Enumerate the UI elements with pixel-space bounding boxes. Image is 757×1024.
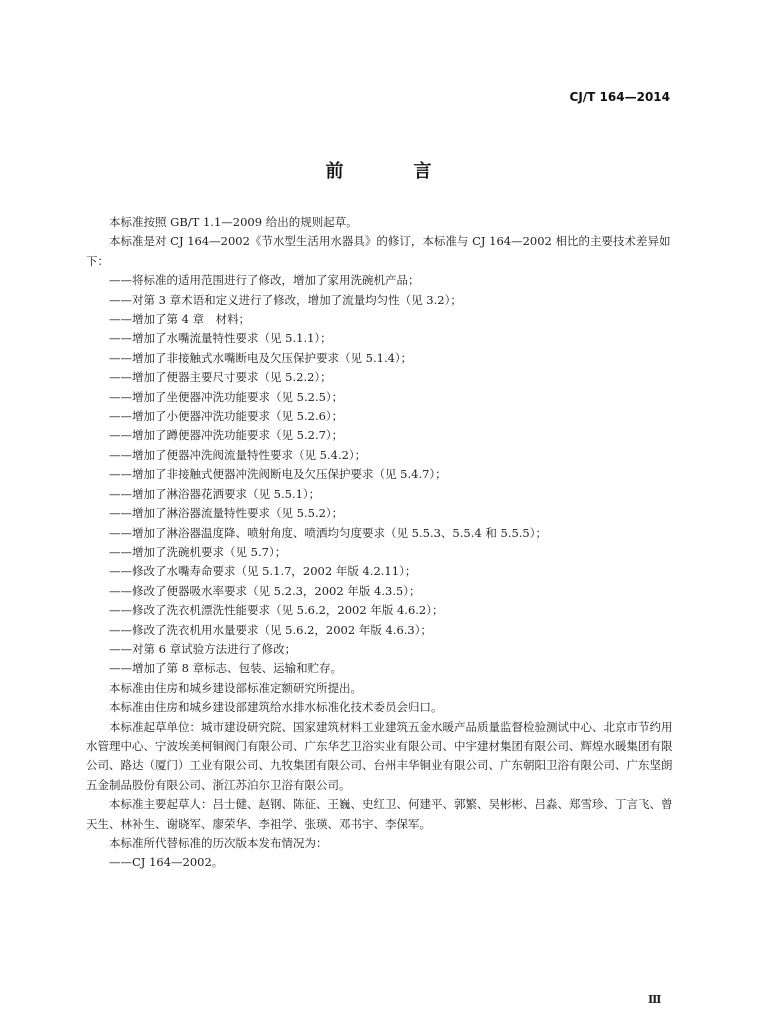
standard-code: CJ/T 164—2014 <box>569 90 670 104</box>
list-item: ——增加了淋浴器花洒要求（见 5.5.1）； <box>109 486 321 501</box>
list-item: ——将标准的适用范围进行了修改，增加了家用洗碗机产品； <box>109 273 420 288</box>
changes-list <box>86 271 674 679</box>
history-item: ——CJ 164—2002。 <box>109 855 224 870</box>
preface-body <box>86 213 674 873</box>
page-number: Ⅲ <box>648 993 662 1006</box>
paragraph: 本标准按照 GB/T 1.1—2009 给出的规则起草。 <box>109 215 358 229</box>
list-item: ——对第 3 章术语和定义进行了修改，增加了流量均匀性（见 3.2）； <box>109 292 462 307</box>
list-item: ——增加了非接触式便器冲洗阀断电及欠压保护要求（见 5.4.7）； <box>109 467 447 482</box>
list-item: ——增加了便器主要尺寸要求（见 5.2.2）； <box>109 370 332 385</box>
paragraph: 本标准由住房和城乡建设部标准定额研究所提出。 <box>109 680 362 695</box>
list-item: ——对第 6 章试验方法进行了修改； <box>109 641 297 656</box>
list-item: ——增加了便器冲洗阀流量特性要求（见 5.4.2）； <box>109 447 367 462</box>
list-item: ——增加了小便器冲洗功能要求（见 5.2.6）； <box>109 409 344 424</box>
paragraph: 本标准所代替标准的历次版本发布情况为： <box>109 836 328 850</box>
list-item: ——修改了洗衣机漂洗性能要求（见 5.6.2，2002 年版 4.6.2）； <box>109 603 444 618</box>
paragraph: 本标准是对 CJ 164—2002《节水型生活用水器具》的修订，本标准与 CJ 164—2002 相比的主要技术差异如下： <box>86 234 671 268</box>
list-item: ——增加了第 8 章标志、包装、运输和贮存。 <box>109 661 343 676</box>
paragraph: 本标准由住房和城乡建设部建筑给水排水标准化技术委员会归口。 <box>109 700 443 715</box>
list-item: ——增加了水嘴流量特性要求（见 5.1.1）； <box>109 331 332 346</box>
list-item: ——增加了坐便器冲洗功能要求（见 5.2.5）； <box>109 389 344 404</box>
list-item: ——增加了洗碗机要求（见 5.7）； <box>109 544 287 559</box>
page-title: 前 言 <box>325 161 458 182</box>
list-item: ——增加了淋浴器温度降、喷射角度、喷洒均匀度要求（见 5.5.3、5.5.4 和 5.5.5）； <box>109 525 547 540</box>
list-item: ——修改了水嘴寿命要求（见 5.1.7，2002 年版 4.2.11）； <box>109 564 417 579</box>
list-item: ——增加了非接触式水嘴断电及欠压保护要求（见 5.1.4）； <box>109 350 413 365</box>
drafting-units: 本标准起草单位：城市建设研究院、国家建筑材料工业建筑五金水暖产品质量监督检验测试中心、北京市节约用水管理中心、宁波埃美柯铜阀门有限公司、广东华艺卫浴实业有限公司、中宇建材集团有限公司、辉煌水暖集团有限公司、路达（厦门）工业有限公司、九牧集团有限公司、台州丰华铜业有限公司、广东朝阳卫浴有限公司、广东坚朗五金制品股份有限公司、浙江苏泊尔卫浴有限公司。 <box>86 719 673 792</box>
list-item: ——修改了洗衣机用水量要求（见 5.6.2，2002 年版 4.6.3）； <box>109 622 433 637</box>
main-drafters: 本标准主要起草人：吕士健、赵钢、陈征、王巍、史红卫、何建平、郭繁、吴彬彬、吕淼、郑雪珍、丁言飞、曾天生、林补生、谢晓军、廖荣华、李祖学、张瑛、邓书宇、李保军。 <box>86 797 673 831</box>
list-item: ——增加了蹲便器冲洗功能要求（见 5.2.7）； <box>109 428 344 443</box>
list-item: ——修改了便器吸水率要求（见 5.2.3，2002 年版 4.3.5）； <box>109 583 421 598</box>
list-item: ——增加了淋浴器流量特性要求（见 5.5.2）； <box>109 506 344 521</box>
list-item: ——增加了第 4 章 材料； <box>109 312 251 327</box>
